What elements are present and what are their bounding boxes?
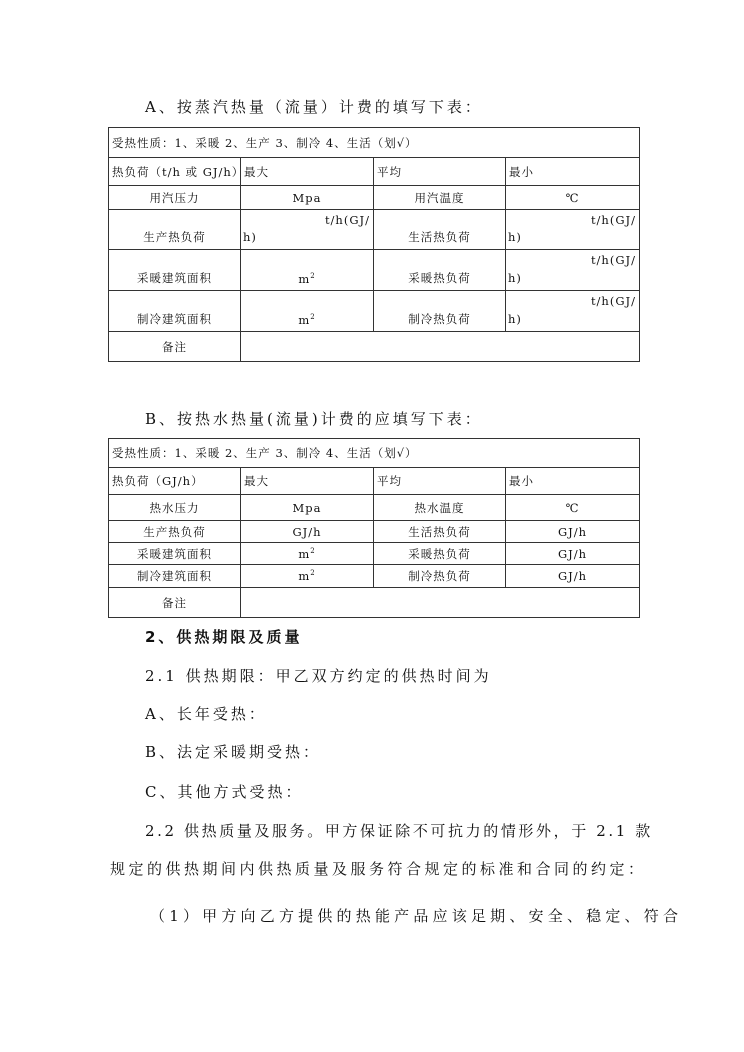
heat-load-label: 采暖热负荷 (374, 250, 506, 291)
heat-area-label: 采暖建筑面积 (109, 250, 241, 291)
heat-nature: 受热性质：1、采暖 2、生产 3、制冷 4、生活（划√） (109, 128, 640, 158)
remark-label: 备注 (109, 332, 241, 362)
unit-top: t/h(GJ/ (590, 294, 636, 308)
cool-area-label: 制冷建筑面积 (109, 565, 241, 588)
unit-bottom: h) (508, 271, 522, 285)
max-label: 最大 (241, 468, 374, 495)
life-load-label: 生活热负荷 (374, 210, 506, 250)
section-b-heading: B、按热水热量(流量)计费的应填写下表： (145, 410, 483, 428)
cool-load-unit (506, 291, 640, 332)
unit-bottom: h) (243, 230, 257, 244)
option-a: A、长年受热： (145, 705, 267, 723)
unit-top: t/h(GJ/ (590, 253, 636, 267)
heat-nature: 受热性质：1、采暖 2、生产 3、制冷 4、生活（划√） (109, 439, 640, 468)
unit-bottom: h) (508, 230, 522, 244)
load-label: 热负荷（GJ/h） (109, 468, 241, 495)
steam-table (108, 127, 640, 362)
section-2-title: 2、供热期限及质量 (145, 628, 303, 646)
area-unit: m (298, 313, 311, 327)
heat-load-unit (506, 250, 640, 291)
cool-load-unit: GJ/h (506, 565, 640, 588)
heat-area-unit (241, 250, 374, 291)
para-2-2-line2: 规定的供热期间内供热质量及服务符合规定的标准和合同的约定： (110, 860, 647, 878)
temp-label: 用汽温度 (374, 186, 506, 210)
unit-top: t/h(GJ/ (590, 213, 636, 227)
prod-load-label: 生产热负荷 (109, 521, 241, 543)
load-label: 热负荷（t/h 或 GJ/h） (109, 158, 241, 186)
prod-load-unit: GJ/h (241, 521, 374, 543)
remark-field (241, 588, 640, 618)
unit-bottom: h) (508, 312, 522, 326)
pressure-label: 用汽压力 (109, 186, 241, 210)
min-label: 最小 (506, 468, 640, 495)
area-sup: 2 (310, 313, 316, 322)
avg-label: 平均 (374, 158, 506, 186)
pressure-unit: Mpa (241, 495, 374, 521)
pressure-label: 热水压力 (109, 495, 241, 521)
life-load-label: 生活热负荷 (374, 521, 506, 543)
option-c: C、其他方式受热： (145, 783, 304, 801)
para-2-1: 2.1 供热期限：甲乙双方约定的供热时间为 (145, 667, 492, 685)
hot-water-table (108, 438, 640, 618)
area-sup: 2 (310, 546, 316, 555)
area-unit: m (298, 272, 311, 286)
life-load-unit: GJ/h (506, 521, 640, 543)
avg-label: 平均 (374, 468, 506, 495)
min-label: 最小 (506, 158, 640, 186)
option-b: B、法定采暖期受热： (145, 743, 322, 761)
cool-load-label: 制冷热负荷 (374, 565, 506, 588)
cool-load-label: 制冷热负荷 (374, 291, 506, 332)
prod-load-label: 生产热负荷 (109, 210, 241, 250)
unit-top: t/h(GJ/ (324, 213, 370, 227)
heat-load-label: 采暖热负荷 (374, 543, 506, 565)
temp-unit: ℃ (506, 495, 640, 521)
cool-area-label: 制冷建筑面积 (109, 291, 241, 332)
remark-field (241, 332, 640, 362)
remark-label: 备注 (109, 588, 241, 618)
temp-unit: ℃ (506, 186, 640, 210)
heat-area-label: 采暖建筑面积 (109, 543, 241, 565)
area-unit: m (298, 569, 311, 583)
para-1: （1）甲方向乙方提供的热能产品应该足期、安全、稳定、符合 (150, 907, 683, 925)
temp-label: 热水温度 (374, 495, 506, 521)
max-label: 最大 (241, 158, 374, 186)
cool-area-unit (241, 291, 374, 332)
cool-area-unit (241, 565, 374, 588)
pressure-unit: Mpa (241, 186, 374, 210)
area-sup: 2 (310, 569, 316, 578)
para-2-2-line1: 2.2 供热质量及服务。甲方保证除不可抗力的情形外，于 2.1 款 (145, 822, 653, 840)
prod-load-unit (241, 210, 374, 250)
section-a-heading: A、按蒸汽热量（流量）计费的填写下表： (145, 98, 483, 116)
area-unit: m (298, 546, 311, 561)
heat-area-unit (241, 543, 374, 565)
area-sup: 2 (310, 272, 316, 281)
life-load-unit (506, 210, 640, 250)
heat-load-unit: GJ/h (506, 543, 640, 565)
